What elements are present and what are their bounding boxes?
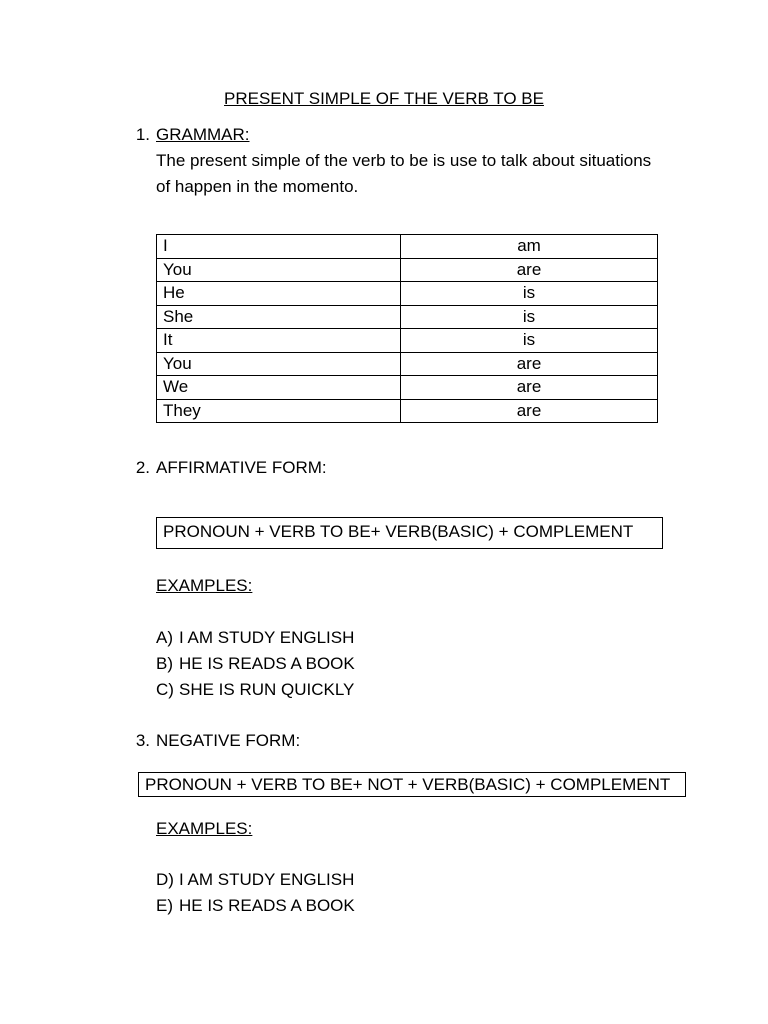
table-row xyxy=(157,376,658,400)
example-text: HE IS READS A BOOK xyxy=(179,654,355,673)
verb-cell: are xyxy=(401,352,658,376)
verb-cell: are xyxy=(401,258,658,282)
page-title: PRESENT SIMPLE OF THE VERB TO BE xyxy=(224,89,544,108)
table-row xyxy=(157,329,658,353)
list-item xyxy=(156,628,354,648)
section-2-heading: AFFIRMATIVE FORM: xyxy=(156,458,327,477)
example-letter: C) xyxy=(156,680,174,699)
section-3-number: 3. xyxy=(135,731,150,750)
example-letter: D) xyxy=(156,870,174,889)
affirmative-formula-box: PRONOUN + VERB TO BE+ VERB(BASIC) + COMPLEMENT xyxy=(156,517,663,549)
section-1-number: 1. xyxy=(135,125,150,144)
list-item xyxy=(156,680,354,700)
table-row xyxy=(157,235,658,259)
table-row xyxy=(157,352,658,376)
pronoun-cell: They xyxy=(157,399,401,423)
example-letter: E) xyxy=(156,896,173,915)
affirmative-examples-label: EXAMPLES: xyxy=(156,576,253,595)
section-1-heading: GRAMMAR: xyxy=(156,125,250,144)
table-row xyxy=(157,305,658,329)
table-row xyxy=(157,282,658,306)
example-letter: A) xyxy=(156,628,173,647)
conjugation-table xyxy=(156,234,658,423)
pronoun-cell: We xyxy=(157,376,401,400)
pronoun-cell: I xyxy=(157,235,401,259)
verb-cell: is xyxy=(401,282,658,306)
section-2-number: 2. xyxy=(135,458,150,477)
verb-cell: is xyxy=(401,305,658,329)
pronoun-cell: You xyxy=(157,352,401,376)
example-letter: B) xyxy=(156,654,173,673)
pronoun-cell: He xyxy=(157,282,401,306)
pronoun-cell: You xyxy=(157,258,401,282)
negative-formula-box: PRONOUN + VERB TO BE+ NOT + VERB(BASIC) + COMPLEMENT xyxy=(138,772,686,797)
verb-cell: are xyxy=(401,376,658,400)
verb-cell: are xyxy=(401,399,658,423)
pronoun-cell: She xyxy=(157,305,401,329)
section-3-heading: NEGATIVE FORM: xyxy=(156,731,301,750)
example-text: SHE IS RUN QUICKLY xyxy=(179,680,355,699)
list-item xyxy=(156,870,354,890)
example-text: I AM STUDY ENGLISH xyxy=(179,870,355,889)
verb-cell: is xyxy=(401,329,658,353)
pronoun-cell: It xyxy=(157,329,401,353)
example-text: HE IS READS A BOOK xyxy=(179,896,355,915)
grammar-paragraph: The present simple of the verb to be is use to talk about situations of happen in the momento. xyxy=(156,151,652,196)
list-item xyxy=(156,896,355,916)
list-item xyxy=(156,654,355,674)
verb-cell: am xyxy=(401,235,658,259)
table-row xyxy=(157,258,658,282)
example-text: I AM STUDY ENGLISH xyxy=(179,628,355,647)
negative-examples-label: EXAMPLES: xyxy=(156,819,253,838)
table-row xyxy=(157,399,658,423)
